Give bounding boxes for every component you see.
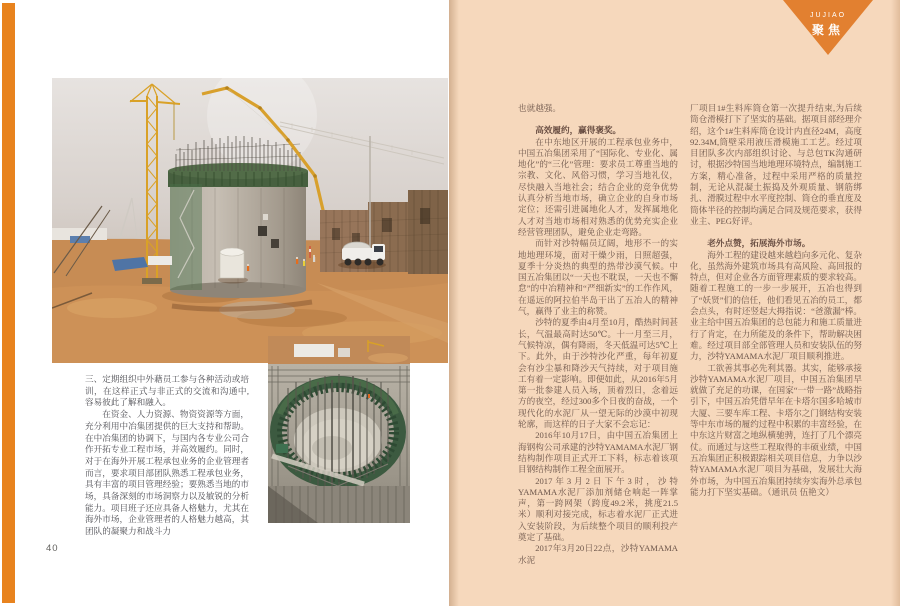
body-paragraph: 在资金、人力资源、物资资源等方面，充分利用中冶集团提供的巨大支持和帮助。在中冶集团的协调下，与国内各专业公司合作开拓专业工程市场，并高效履约。同时，对于在海外开展工程承包业务的企业管理者而言，要求项目部团队熟悉工程承包业务，具有丰富的项目管理经验；要熟悉当地的市场，具备深刻的市场洞察力以及敏锐的分析能力。项目班子还应具备人格魅力，尤其在海外市场，企业管理者的人格魅力越高，其团队的凝聚力和战斗力 xyxy=(85,409,249,537)
silo-foundation-photo xyxy=(268,336,410,523)
subheading-performance: 高效履约，赢得褒奖。 xyxy=(535,125,622,136)
body-paragraph: 也就越强。 xyxy=(518,103,561,113)
section-tab xyxy=(783,0,873,38)
body-paragraph: 在中东地区开展的工程承包业务中，中国五冶集团采用了“国际化、专业化、属地化”的“三化”管理：要求员工尊重当地的宗教、文化、风俗习惯，学习当地礼仪，尽快融入当地社会；结合企业的竞争优势认真分析当地市场，确立企业的自身市场定位；还需引进属地化人才，发挥属地化人才对当地市场相对熟悉的优势充实企业经营管理团队，避免企业走弯路。 xyxy=(518,136,678,237)
left-page xyxy=(15,0,449,606)
text-column-1 xyxy=(518,103,678,566)
green-equipment xyxy=(276,444,288,453)
page-edge-shade xyxy=(891,0,900,606)
body-paragraph: 工欲善其事必先利其器。其实，能够承接沙特YAMAMA水泥厂项目，中国五冶集团早就做了充足的功课，在国家“一带一路”战略指引下，中国五冶凭借早年在卡塔尔国多哈城市大厦、三要车库工程、卡塔尔之门钢结构安装等中东市场的履约过程中积累的丰富经验，在中东这片财富之地纵横驰骋，连打了几个漂亮仗。而通过与这些工程取得的丰硕业绩，中国五冶集团正积极跟踪相关项目信息，力争以沙特YAMAMA水泥厂项目为基础，发展壮大海外市场，为中国五冶集团持续夯实海外总承包能力打下坚实基础。（通讯员 伍艳文） xyxy=(690,362,862,497)
body-paragraph: 2017年3月20日22点，沙特YAMAMA水泥 xyxy=(518,543,678,565)
left-edge-accent-bar xyxy=(2,3,15,603)
construction-site-photo xyxy=(52,78,448,363)
left-body-text xyxy=(85,374,249,538)
body-paragraph: 而针对沙特幅员辽阔，地形不一的实地地理环境，面对干燥少雨，日照超强，夏季十分炎热的典型的热带沙漠气候。中国五冶集团以“一天也不耽误，一天也不懈怠”的中冶精神和“严细新实”的工作作风，在遥远的阿拉伯半岛干出了五冶人的精神气，赢得了业主的称赞。 xyxy=(518,238,678,317)
water-tank xyxy=(218,248,248,284)
body-paragraph: 2017年3月2日下午3时，沙特YAMAMA水泥厂添加剂储仓响起一阵掌声，第一跨网架（跨度49.2米，挑度21.5米）顺利对接完成，标志着水泥厂正式进入安装阶段，为后续整个项目的顺利投产奠定了基础。 xyxy=(518,475,678,542)
lower-formwork xyxy=(268,486,410,523)
body-paragraph: 2016年10月17日，由中国五冶集团上海钢构公司承建的沙特YAMAMA水泥厂钢结构制作项目正式开工下料，标志着该项目钢结构制作工程全面展开。 xyxy=(518,430,678,475)
section-label-cn: 聚焦 xyxy=(811,23,844,37)
body-paragraph: 厂项目1#生料库筒仓第一次提升结束,为后续筒仓滑模打下了坚实的基础。据项目部经理介绍，这个1#生料库筒仓设计内直径24M，高度92.34M,筒壁采用液压滑模施工工艺。经过项目团队多次内部组织讨论、与总包TK沟通研讨，根据沙特国当地地理环境特点，编制施工方案，精心准备，过程中采用严格的质量控制，无论从混凝土振捣及外观质量、钢筋绑扎、滑膜过程中水平度控制、筒仓的垂直度及筒体半径的控制均满足合同及规范要求，获得业主、PEG好评。 xyxy=(690,103,862,226)
foundation-slab xyxy=(294,408,382,472)
body-paragraph: 三、定期组织中外藉员工参与各种活动或培训，在这样正式与非正式的交流和沟通中,容易彼此了解和融入。 xyxy=(85,374,249,408)
subheading-overseas: 老外点赞，拓展海外市场。 xyxy=(707,238,811,249)
page-gutter-shadow xyxy=(449,0,459,606)
text-column-2 xyxy=(690,103,862,498)
page-number: 40 xyxy=(46,543,59,554)
body-paragraph: 海外工程的建设越来越趋向多元化、复杂化，虽然海外建筑市场具有高风险、高回报的特点，但对企业各方面管理素质的要求较高。随着工程施工的一步一步展开，五冶也得到了“妖贤”们的信任，他们看见五冶的员工，都会点头，有时还竖起大拇指说：“爸激漏”棒。业主给中国五冶集团的总包能力和施工质量进行了肯定，在力所能及的条件下，帮助解决困难。经过项目部全部管理人员和安装队伍的努力，沙特YAMAMA水泥厂项目顺利推进。 xyxy=(690,249,862,362)
body-paragraph: 沙特的夏季由4月至10月，酷热时间甚长，气温最高时达50℃。十一月至三月，气候特凉，偶有降雨，冬天低温可达5℃上下。此外，由于沙特沙化严重，每年初夏会有沙尘暴和降沙天气持续，对于项目施工有着一定影响。即便如此，从2016年5月第一批参建人员入场，顶着烈日，念着远方的夜空，经过300多个日夜的奋战，一个现代化的水泥厂从一望无际的沙漠中初现轮廓，而这样的日子大家不会忘记： xyxy=(518,317,679,430)
mixer-truck xyxy=(338,242,386,269)
right-page xyxy=(449,0,900,606)
section-label-pinyin: JUJIAO xyxy=(809,12,847,19)
worker-dot xyxy=(368,394,370,398)
